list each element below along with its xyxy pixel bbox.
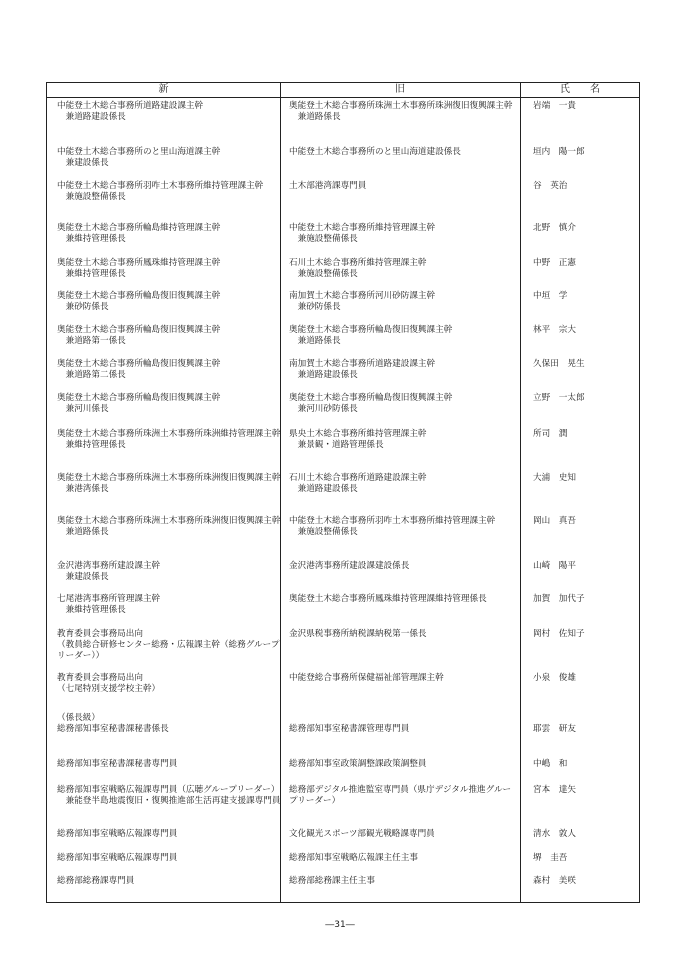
person-name-cell: 岩端 一貴 <box>533 101 576 111</box>
header-name: 氏 名 <box>560 84 600 95</box>
person-name-cell: 宮本 達矢 <box>533 785 576 795</box>
person-name-cell: 堺 圭吾 <box>533 853 568 863</box>
header-old: 旧 <box>395 84 405 95</box>
old-position-cell: 総務部知事室政策調整課政策調整員 <box>289 759 427 769</box>
old-position-cell: 金沢県税事務所納税課納税第一係長 <box>289 629 427 639</box>
old-position-cell: 石川土木総合事務所維持管理課主幹 兼施設整備係長 <box>289 258 427 279</box>
new-position-cell: 総務部知事室戦略広報課専門員 <box>57 853 178 863</box>
personnel-table <box>46 82 640 903</box>
old-position-cell: 文化観光スポーツ部観光戦略課専門員 <box>289 829 435 839</box>
new-position-cell: 奥能登土木総合事務所珠洲土木事務所珠洲維持管理課主幹 兼維持管理係長 <box>57 429 281 450</box>
new-position-cell: 中能登土木総合事務所のと里山海道課主幹 兼建設係長 <box>57 147 221 168</box>
person-name-cell: 中野 正憲 <box>533 258 576 268</box>
person-name-cell: 大浦 史知 <box>533 473 576 483</box>
old-position-cell: 南加賀土木総合事務所河川砂防課主幹 兼砂防係長 <box>289 291 436 312</box>
new-position-cell: 奥能登土木総合事務所珠洲土木事務所珠洲復旧復興課主幹 兼港湾係長 <box>57 473 281 494</box>
old-position-cell: 総務部総務課主任主事 <box>289 876 375 886</box>
old-position-cell: 金沢港湾事務所建設課建設係長 <box>289 561 410 571</box>
person-name-cell: 北野 慎介 <box>533 223 576 233</box>
new-position-cell: 総務部知事室秘書課秘書専門員 <box>57 759 178 769</box>
old-position-cell: 中能登土木総合事務所維持管理課主幹 兼施設整備係長 <box>289 223 436 244</box>
old-position-cell: 奥能登土木総合事務所鳳珠維持管理課維持管理係長 <box>289 594 487 604</box>
old-position-cell: 中能登土木総合事務所のと里山海道建設係長 <box>289 147 461 157</box>
person-name-cell: 中嶋 和 <box>533 759 568 769</box>
new-position-cell: 七尾港湾事務所管理課主幹 兼維持管理係長 <box>57 594 161 615</box>
person-name-cell: 山崎 陽平 <box>533 561 576 571</box>
person-name-cell: 垣内 陽一郎 <box>533 147 585 157</box>
old-position-cell: 総務部デジタル推進監室専門員（県庁デジタル推進グループリーダー） <box>289 785 512 806</box>
old-position-cell: 土木部港湾課専門員 <box>289 181 367 191</box>
new-position-cell: 総務部知事室戦略広報課専門員 <box>57 829 178 839</box>
page-number: ―31― <box>325 920 355 930</box>
person-name-cell: 岡山 真吾 <box>533 516 576 526</box>
table-header <box>47 83 639 98</box>
new-position-cell: 中能登土木総合事務所羽咋土木事務所維持管理課主幹 兼施設整備係長 <box>57 181 264 202</box>
person-name-cell: 森村 美咲 <box>533 876 576 886</box>
new-position-cell: 教育委員会事務局出向 （教員総合研修センター総務・広報課主幹（総務グループリーダー）） <box>57 629 280 661</box>
old-position-cell: 県央土木総合事務所維持管理課主幹 兼景観・道路管理係長 <box>289 429 427 450</box>
old-position-cell: 奥能登土木総合事務所珠洲土木事務所珠洲復旧復興課主幹 兼道路係長 <box>289 101 513 122</box>
header-new: 新 <box>158 84 169 95</box>
new-position-cell: 奥能登土木総合事務所輪島維持管理課主幹 兼維持管理係長 <box>57 223 221 244</box>
new-position-cell: 奥能登土木総合事務所鳳珠維持管理課主幹 兼維持管理係長 <box>57 258 221 279</box>
old-position-cell: 奥能登土木総合事務所輪島復旧復興課主幹 兼道路係長 <box>289 325 453 346</box>
person-name-cell: 清水 敦人 <box>533 829 576 839</box>
new-position-cell: 奥能登土木総合事務所輪島復旧復興課主幹 兼砂防係長 <box>57 291 221 312</box>
old-position-cell: 中能登土木総合事務所羽咋土木事務所維持管理課主幹 兼施設整備係長 <box>289 516 496 537</box>
new-position-cell: 総務部知事室戦略広報課専門員（広聴グループリーダー） 兼能登半島地震復旧・復興推進部生活再建支援課専門員 <box>57 785 281 806</box>
old-position-cell: 総務部知事室戦略広報課主任主事 <box>289 853 418 863</box>
new-position-cell: （係長級） 総務部知事室秘書課秘書係長 <box>57 713 169 734</box>
new-position-cell: 奥能登土木総合事務所輪島復旧復興課主幹 兼道路第一係長 <box>57 325 221 346</box>
new-position-cell: 奥能登土木総合事務所輪島復旧復興課主幹 兼河川係長 <box>57 393 221 414</box>
new-position-cell: 奥能登土木総合事務所輪島復旧復興課主幹 兼道路第二係長 <box>57 359 221 380</box>
new-position-cell: 奥能登土木総合事務所珠洲土木事務所珠洲復旧復興課主幹 兼道路係長 <box>57 516 281 537</box>
old-position-cell: 総務部知事室秘書課管理専門員 <box>289 724 410 734</box>
new-position-cell: 総務部総務課専門員 <box>57 876 135 886</box>
person-name-cell: 所司 潤 <box>533 429 568 439</box>
person-name-cell: 谷 英治 <box>533 181 568 191</box>
new-position-cell: 金沢港湾事務所建設課主幹 兼建設係長 <box>57 561 161 582</box>
person-name-cell: 久保田 晃生 <box>533 359 585 369</box>
new-position-cell: 教育委員会事務局出向 （七尾特別支援学校主幹） <box>57 673 161 694</box>
person-name-cell: 加賀 加代子 <box>533 594 585 604</box>
old-position-cell: 石川土木総合事務所道路建設課主幹 兼道路建設係長 <box>289 473 427 494</box>
old-position-cell: 南加賀土木総合事務所道路建設課主幹 兼道路建設係長 <box>289 359 436 380</box>
column-divider <box>520 83 521 902</box>
person-name-cell: 耶雲 研友 <box>533 724 576 734</box>
person-name-cell: 小泉 俊雄 <box>533 673 576 683</box>
person-name-cell: 林平 宗大 <box>533 325 576 335</box>
old-position-cell: 中能登総合事務所保健福祉部管理課主幹 <box>289 673 444 683</box>
person-name-cell: 立野 一太郎 <box>533 393 585 403</box>
old-position-cell: 奥能登土木総合事務所輪島復旧復興課主幹 兼河川砂防係長 <box>289 393 453 414</box>
new-position-cell: 中能登土木総合事務所道路建設課主幹 兼道路建設係長 <box>57 101 204 122</box>
person-name-cell: 中垣 学 <box>533 291 568 301</box>
person-name-cell: 岡村 佐知子 <box>533 629 585 639</box>
